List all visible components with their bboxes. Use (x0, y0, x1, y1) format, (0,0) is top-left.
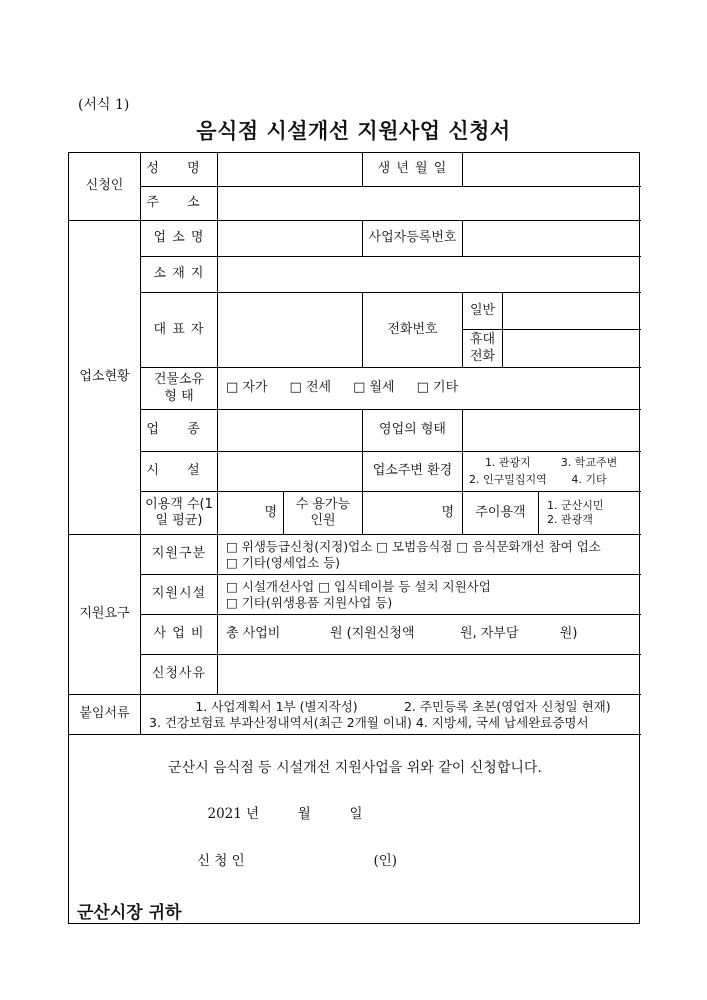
visitors-label: 이용객 수(1일 평균) (141, 492, 218, 535)
surround-option-tourist[interactable]: 1. 관광지 (484, 456, 531, 470)
application-form (68, 152, 640, 924)
reason-field[interactable] (218, 655, 641, 695)
ownership-label: 건물소유형 태 (141, 368, 218, 410)
support-category-label: 지원구분 (141, 535, 218, 575)
capacity-label: 수 용가능인원 (284, 492, 363, 535)
support-category-line2[interactable]: □ 기타(영세업소 등) (226, 554, 341, 570)
form-number: (서식 1) (78, 97, 130, 113)
facility-label: 시 설 (141, 452, 218, 492)
attachments-list (141, 695, 641, 735)
ownership-own-checkbox[interactable]: □ 자가 (226, 380, 268, 396)
section-attachments: 붙임서류 (69, 695, 141, 735)
ownership-jeonse-checkbox[interactable]: □ 전세 (289, 380, 332, 396)
location-field[interactable] (218, 257, 641, 293)
location-label: 소 재 지 (141, 257, 218, 293)
biz-name-label: 업 소 명 (141, 221, 218, 257)
reg-no-field[interactable] (463, 221, 641, 257)
declaration-text: 군산시 음식점 등 시설개선 지원사업을 위와 같이 신청합니다. (168, 760, 542, 776)
operation-label: 영업의 형태 (363, 410, 463, 452)
surround-option-school[interactable]: 3. 학교주변 (560, 456, 618, 470)
ownership-options (218, 368, 641, 410)
address-field[interactable] (218, 187, 641, 221)
support-facility-line1[interactable]: □ 시설개선사업 □ 입식테이블 등 설치 지원사업 (226, 578, 491, 594)
name-field[interactable] (218, 153, 363, 187)
surround-option-other[interactable]: 4. 기타 (571, 473, 607, 486)
attachment-items-3-4: 3. 건강보험료 부과산정내역서(최근 2개월 이내) 4. 지방세, 국세 납세완료증명서 (149, 714, 589, 730)
section-support: 지원요구 (69, 535, 141, 695)
facility-field[interactable] (218, 452, 363, 492)
reg-no-label: 사업자등록번호 (363, 221, 463, 257)
support-facility-label: 지원시설 (141, 575, 218, 615)
address-label: 주 소 (141, 187, 218, 221)
attachment-item-1: 1. 사업계획서 1부 (별지작성) (195, 698, 358, 714)
attachment-item-2: 2. 주민등록 초본(영업자 신청일 현재) (404, 698, 611, 714)
section-applicant: 신청인 (69, 153, 141, 221)
section-business: 업소현황 (69, 221, 141, 535)
addressee: 군산시장 귀하 (77, 903, 182, 923)
biz-type-label: 업 종 (141, 410, 218, 452)
reason-label: 신청사유 (141, 655, 218, 695)
surround-label: 업소주변 환경 (363, 452, 463, 492)
name-label: 성 명 (141, 153, 218, 187)
phone-mobile-field[interactable] (503, 330, 641, 368)
biz-name-field[interactable] (218, 221, 363, 257)
main-customer-options (539, 492, 641, 535)
support-facility-options (218, 575, 641, 615)
applicant-signature[interactable]: 신 청 인 (인) (197, 853, 398, 869)
form-title: 음식점 시설개선 지원사업 신청서 (196, 119, 511, 143)
capacity-unit: 명 (363, 492, 463, 535)
surround-option-dense[interactable]: 2. 인구밀집지역 (469, 473, 547, 486)
support-facility-line2[interactable]: □ 기타(위생용품 지원사업 등) (226, 594, 393, 610)
surround-options (463, 452, 641, 492)
birth-field[interactable] (463, 153, 641, 187)
cost-label: 사 업 비 (141, 615, 218, 655)
customer-option-tourist[interactable]: 2. 관광객 (547, 513, 593, 526)
phone-mobile-label: 휴대전화 (463, 330, 503, 368)
rep-label: 대 표 자 (141, 293, 218, 368)
main-customer-label: 주이용객 (463, 492, 539, 535)
ownership-monthly-checkbox[interactable]: □ 월세 (353, 380, 395, 396)
biz-type-field[interactable] (218, 410, 363, 452)
ownership-other-checkbox[interactable]: □ 기타 (416, 380, 459, 396)
cost-field[interactable]: 총 사업비 원 (지원신청액 원, 자부담 원) (218, 615, 641, 655)
phone-general-field[interactable] (503, 293, 641, 330)
application-date[interactable]: 2021 년 월 일 (207, 806, 363, 822)
phone-general-label: 일반 (463, 293, 503, 330)
support-category-line1[interactable]: □ 위생등급신청(지정)업소 □ 모범음식점 □ 음식문화개선 참여 업소 (226, 538, 601, 554)
support-category-options (218, 535, 641, 575)
operation-field[interactable] (463, 410, 641, 452)
birth-label: 생 년 월 일 (363, 153, 463, 187)
visitors-unit: 명 (218, 492, 284, 535)
phone-label: 전화번호 (363, 293, 463, 368)
customer-option-citizen[interactable]: 1. 군산시민 (547, 499, 604, 513)
rep-field[interactable] (218, 293, 363, 368)
